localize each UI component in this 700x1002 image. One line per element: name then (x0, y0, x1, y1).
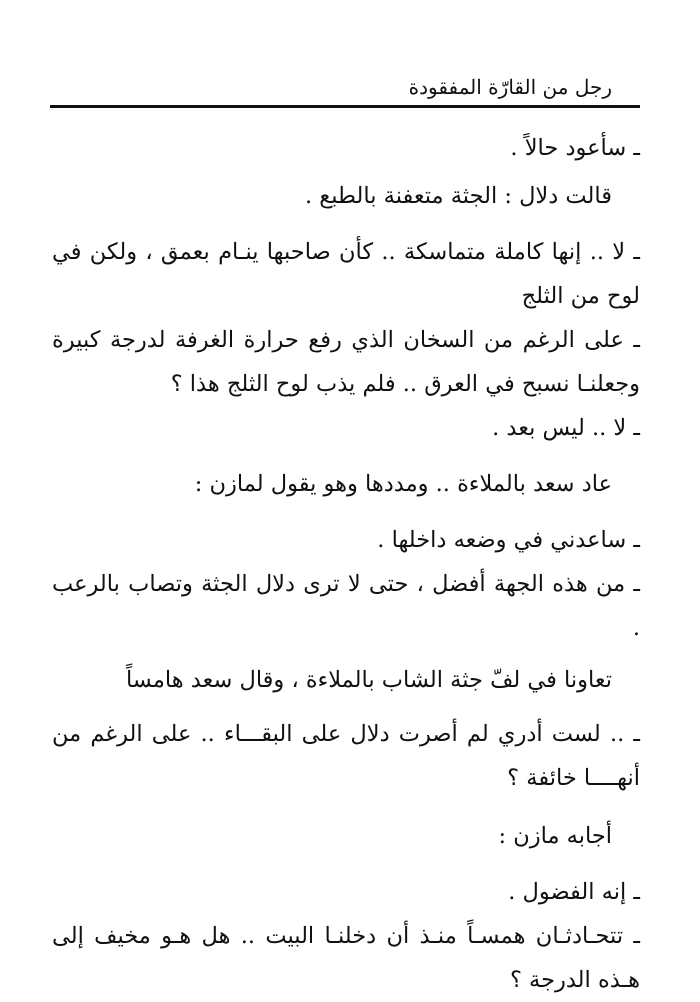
dialogue-line: ـ لا .. ليس بعد . (492, 415, 640, 441)
dialogue-line: ـ من هذه الجهة أفضل ، حتى لا ترى دلال الجثة وتصاب بالرعب . (52, 571, 640, 641)
body-text (52, 126, 640, 1002)
narration-line: قالت دلال : الجثة متعفنة بالطبع . (304, 183, 612, 209)
dialogue-line: ـ تتحـادثـان همسـاً منـذ أن دخلنـا البيت .. هل هـو مخيف إلى هـذه الدرجة ؟ (52, 923, 640, 993)
running-header-title: رجل من القارّة المفقودة (408, 75, 612, 99)
dialogue-line: ـ سأعود حالاً . (510, 135, 640, 161)
dialogue-line: ـ .. لست أدري لم أصرت دلال على البقـــاء .. على الرغم من أنهــــا خائفة ؟ (52, 721, 640, 791)
dialogue-line: ـ إنه الفضول . (508, 879, 640, 905)
header-rule (50, 105, 640, 108)
dialogue-line: ـ لا .. إنها كاملة متماسكة .. كأن صاحبها ينـام بعمق ، ولكن في لوح من الثلج (52, 239, 640, 309)
narration-line: تعاونا في لفّ جثة الشاب بالملاءة ، وقال سعد هامساً (125, 667, 612, 693)
narration-line: عاد سعد بالملاءة .. ومددها وهو يقول لمازن : (194, 471, 612, 497)
dialogue-line: ـ على الرغم من السخان الذي رفع حرارة الغرفة لدرجة كبيرة وجعلنـا نسبح في العرق .. فلم يذب لوح الثلج هذا ؟ (52, 327, 640, 397)
narration-line: أجابه مازن : (498, 823, 612, 849)
dialogue-line: ـ ساعدني في وضعه داخلها . (377, 527, 640, 553)
